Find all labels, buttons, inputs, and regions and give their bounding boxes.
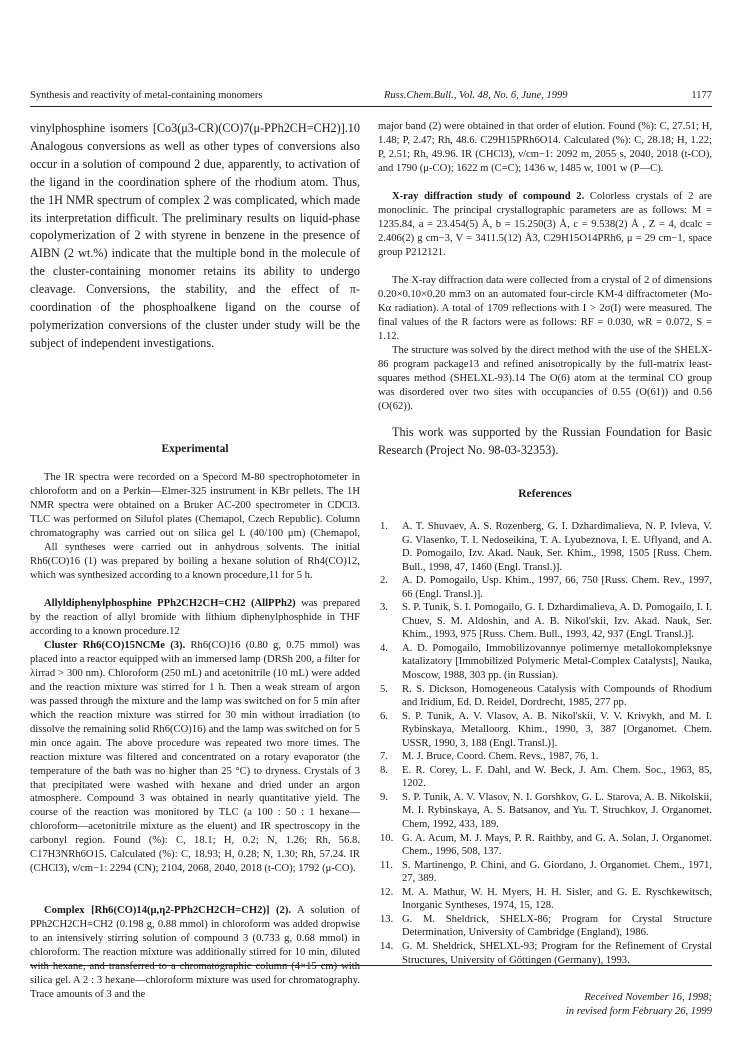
received-date: Received November 16, 1998; <box>584 992 712 1004</box>
reference-number: 13. <box>380 913 394 925</box>
allyldiphenylphosphine-title: Allyldiphenylphosphine PPh2CH2CH=CH2 (AllPPh2) <box>44 598 296 609</box>
reference-text: G. A. Acum, M. J. Mays, P. R. Raithby, and G. A. Solan, J. Organomet. Chem., 1996, 508, 137. <box>402 832 712 858</box>
running-title: Synthesis and reactivity of metal-containing monomers <box>30 90 263 101</box>
intro-paragraph: vinylphosphine isomers [Co3(μ3-CR)(CO)7(μ-PPh2CH=CH2)].10 Analogous conversions as well as other types of conversions also occur in a solution of compound 2 due, apparently, to activation of the ligand in the coordination sphere of the rhodium atom. Thus, the 1H NMR spectrum of complex 2 was complicated, which made its interpretation difficult. The preliminary results on liquid-phase copolymerization of 2 with styrene in benzene in the presence of AIBN (2 wt.%) indicate that the multiple bond in the molecule of the cluster-containing monomer retains its ability to undergo cleavage. Conversions, the stability, and the effect of π-coordination of the phosphoalkene ligand on the course of polymerization conversions of the cluster under study will be the subject of independent investigations. <box>30 121 360 350</box>
acknowledgment: This work was supported by the Russian Foundation for Basic Research (Project No. 98-03-32353). <box>378 425 712 457</box>
cluster-3-text: Rh6(CO)16 (0.80 g, 0.75 mmol) was placed into a reactor equipped with an immersed lamp (DRSh 200, a filter for λirrad > 300 nm). Chloroform (250 mL) and acetonitrile (10 mL) were added and the reaction mixture was stirred for 1 h. Then a weak stream of argon was passed through the mixture and the lamp was switched on for 5 min after which the reaction mixture was stirred for 30 min without irradiation (to dissolve the remaining solid Rh6(CO)16) and the lamp was switched on for 5 min once again. The above procedure was repeated two more times. The reaction mixture was filtered and concentrated on a rotary evaporator (the temperature of the bath was no higher than 25 °C) to dryness. Crystals of 3 that precipitated were washed with hexane and dried under an argon atmosphere. Compound 3 was obtained in nearly quantitative yield. The course of the reaction was monitored by TLC (a 100 : 50 : 1 hexane—chloroform—acetonitrile mixture as the eluent) and IR spectroscopy in the carbonyl region. Found (%): C, 18.1; H, 0.2; N, 1.26; Rh, 56.8. C17H3NRh6O15. Calculated (%): C, 18.93; H, 0.28; N, 1.30; Rh, 57.24. IR (CHCl3), ν/cm−1: 2294 (CN); 2104, 2068, 2040, 2018 (t-CO); 1792 (μ-CO). <box>30 640 360 875</box>
reference-item <box>378 913 712 940</box>
references-heading: References <box>518 488 572 500</box>
reference-number: 10. <box>380 832 394 844</box>
complex-2-text: A solution of PPh2CH2CH=CH2 (0.198 g, 0.88 mmol) in chloroform was added dropwise to an intensively stirring solution of compound 3 (0.733 g, 0.68 mmol) in chloroform. The reaction mixture was additionally stirred for 10 min, diluted with hexane, and transferred to a chromatographic column (4×15 cm) with silica gel. A 2 : 3 hexane—chloroform mixture was used for chromatography. Trace amounts of 3 and the <box>30 905 360 1000</box>
reference-text: A. T. Shuvaev, A. S. Rozenberg, G. I. Dzhardimalieva, N. P. Ivleva, V. G. Vlasenko, T. I. Nedoseikina, T. A. Lyubeznova, I. E. Uflyand, and A. D. Pomogailo, Izv. Akad. Nauk, Ser. Khim., 1998, 1505 [Russ. Chem. Bull., 1998, 47, 1460 (Engl. Transl.)]. <box>402 521 712 573</box>
reference-number: 9. <box>380 791 388 803</box>
experimental-heading: Experimental <box>161 443 229 455</box>
experimental-heading-block <box>30 425 360 471</box>
left-column <box>30 120 360 1016</box>
reference-item <box>378 683 712 710</box>
footer-rule <box>30 965 712 966</box>
structure-solution-paragraph: The structure was solved by the direct method with the use of the SHELX-86 program package13 and refined anisotropically by the full-matrix least-squares method (SHELXL-93).14 The O(6) atom at the terminal CO group was disordered over two sites with occupancies of 0.55 (O(61)) and 0.56 (O(62)). <box>378 345 712 412</box>
reference-item <box>378 574 712 601</box>
xray-paragraph <box>378 190 712 274</box>
running-header <box>30 88 712 104</box>
reference-text: M. J. Bruce, Coord. Chem. Revs., 1987, 76, 1. <box>402 751 599 763</box>
reference-text: S. P. Tunik, A. V. Vlasov, A. B. Nikol'skii, V. V. Krivykh, and M. I. Rybinskaya, Metalloorg. Khim., 1990, 3, 387 [Organomet. Chem. USSR, 1990, 3, 188 (Engl. Transl.)]. <box>402 710 712 749</box>
reference-item <box>378 642 712 683</box>
complex-2-continuation: major band (2) were obtained in that order of elution. Found (%): C, 27.51; H, 1.48; P, 2.47; Rh, 48.6. C29H15PRh6O14. Calculated (%): C, 28.18; H, 1.22; P, 2.51; Rh, 49.96. IR (CHCl3), ν/cm−1: 2092 m, 2055 s, 2040, 2018 (t-CO), and 1790 (μ-CO); 1622 m (C=C); 1436 w, 1485 w, 1001 w (P—C). <box>378 121 712 174</box>
header-rule <box>30 106 712 107</box>
reference-item <box>378 710 712 751</box>
references-list <box>378 520 712 967</box>
reference-text: A. D. Pomogailo, Usp. Khim., 1997, 66, 750 [Russ. Chem. Rev., 1997, 66 (Engl. Transl.)]. <box>402 575 712 600</box>
experimental-paragraph-syntheses: All syntheses were carried out in anhydrous solvents. The initial Rh6(CO)16 (1) was prepared by boiling a hexane solution of Rh4(CO)12, which was synthesized according to a known procedure,11 for 5 h. <box>30 542 360 581</box>
reference-number: 1. <box>380 521 388 532</box>
references-heading-block <box>378 476 712 520</box>
revised-date: in revised form February 26, 1999 <box>565 1005 712 1017</box>
right-column <box>378 120 712 1018</box>
reference-text: S. Martinengo, P. Chini, and G. Giordano, J. Organomet. Chem., 1971, 27, 389. <box>402 859 712 885</box>
reference-number: 5. <box>380 683 388 695</box>
cluster-3-paragraph <box>30 639 360 904</box>
reference-text: S. P. Tunik, S. I. Pomogailo, G. I. Dzhardimalieva, A. D. Pomogailo, I. I. Chuev, S. M. Aldoshin, and A. B. Nikol'skii, Izv. Akad. Nauk, Ser. Khim., 1993, 975 [Russ. Chem. Bull., 1993, 42, 937 (Engl. Transl.)]. <box>402 602 712 641</box>
experimental-paragraph-instruments: The IR spectra were recorded on a Specord M-80 spectrophotometer in chloroform and on a Perkin—Elmer-325 instrument in KBr pellets. The 1H NMR spectra were obtained on a Bruker AC-200 spectrometer in CDCl3. TLC was performed on Silufol plates (Chemapol, Czech Republic). Column chromatography was carried out on silica gel L (40/100 μm) (Chemapol, <box>30 472 360 539</box>
reference-text: R. S. Dickson, Homogeneous Catalysis with Compounds of Rhodium and Iridium, Ed. D. Reidel, Dordrecht, 1985, 277 pp. <box>402 683 712 709</box>
page-number: 1177 <box>691 90 712 101</box>
reference-item <box>378 832 712 859</box>
reference-number: 2. <box>380 575 388 587</box>
reference-number: 14. <box>380 940 394 952</box>
allyldiphenylphosphine-text: was prepared by the reaction of allyl bromide with lithium diphenylphosphide in THF according to a known procedure.12 <box>30 598 360 637</box>
reference-text: M. A. Mathur, W. H. Myers, H. H. Sisler, and G. E. Ryschkewitsch, Inorganic Syntheses, 1974, 15, 128. <box>402 886 712 912</box>
reference-item <box>378 750 712 764</box>
complex-2-title: Complex [Rh6(CO)14(μ,η2-PPh2CH2CH=CH2)] (2). <box>44 905 292 916</box>
reference-item <box>378 940 712 967</box>
reference-number: 4. <box>380 642 388 654</box>
reference-item <box>378 859 712 886</box>
complex-2-paragraph <box>30 904 360 1016</box>
reference-text: E. R. Corey, L. F. Dahl, and W. Beck, J. Am. Chem. Soc., 1963, 85, 1202. <box>402 764 712 790</box>
reference-item <box>378 601 712 642</box>
reference-number: 12. <box>380 886 394 898</box>
reference-text: A. D. Pomogailo, Immobilizovannye polimernye metallokompleksnye katalizatory [Immobilized Polymeric Metal-Complex Catalysts], Nauka, Moscow, 1988, 303 pp. (in Russian). <box>402 642 712 682</box>
reference-text: S. P. Tunik, A. V. Vlasov, N. I. Gorshkov, G. L. Starova, A. B. Nikolskii, M. I. Rybinskaya, A. S. Batsanov, and Yu. T. Struchkov, J. Organomet. Chem, 1992, 433, 189. <box>402 791 712 831</box>
reference-text: G. M. Sheldrick, SHELXL-93; Program for the Refinement of Crystal Structures, University of Göttingen (Germany), 1993. <box>402 940 712 966</box>
reference-number: 11. <box>380 859 393 871</box>
cluster-3-title: Cluster Rh6(CO)15NCMe (3). <box>44 640 186 651</box>
received-spacer <box>378 967 712 991</box>
xray-title: X-ray diffraction study of compound 2. <box>392 191 585 202</box>
reference-item <box>378 764 712 791</box>
allyldiphenylphosphine-paragraph <box>30 597 360 639</box>
reference-number: 3. <box>380 602 388 614</box>
xray-data-paragraph: The X-ray diffraction data were collected from a crystal of 2 of dimensions 0.20×0.10×0.20 mm3 on an automated four-circle KM-4 diffractometer (Mo-Kα radiation). A total of 1709 reflections with I > 2σ(I) were measured. The final values of the R factors were as follows: RF = 0.030, wR = 0.072, S = 1.12. <box>378 275 712 342</box>
reference-number: 7. <box>380 751 388 763</box>
reference-item <box>378 886 712 913</box>
reference-item <box>378 520 712 574</box>
reference-text: G. M. Sheldrick, SHELX-86; Program for Crystal Structure Determination, University of Cambridge (England), 1986. <box>402 913 712 939</box>
reference-item <box>378 791 712 832</box>
acknowledgment-block <box>378 414 712 476</box>
journal-citation: Russ.Chem.Bull., Vol. 48, No. 6, June, 1999 <box>384 90 568 101</box>
reference-number: 6. <box>380 710 388 722</box>
xray-text: Colorless crystals of 2 are monoclinic. The principal crystallographic parameters are as follows: M = 1235.84, a = 23.454(5) Å, b = 15.250(3) Å, c = 9.538(2) Å , Z = 4, dcalc = 2.406(2) g cm−3, V = 3411.5(12) Å3, C29H15O14PRh6, μ = 29 cm−1, space group P212121. <box>378 191 712 258</box>
reference-number: 8. <box>380 764 388 776</box>
